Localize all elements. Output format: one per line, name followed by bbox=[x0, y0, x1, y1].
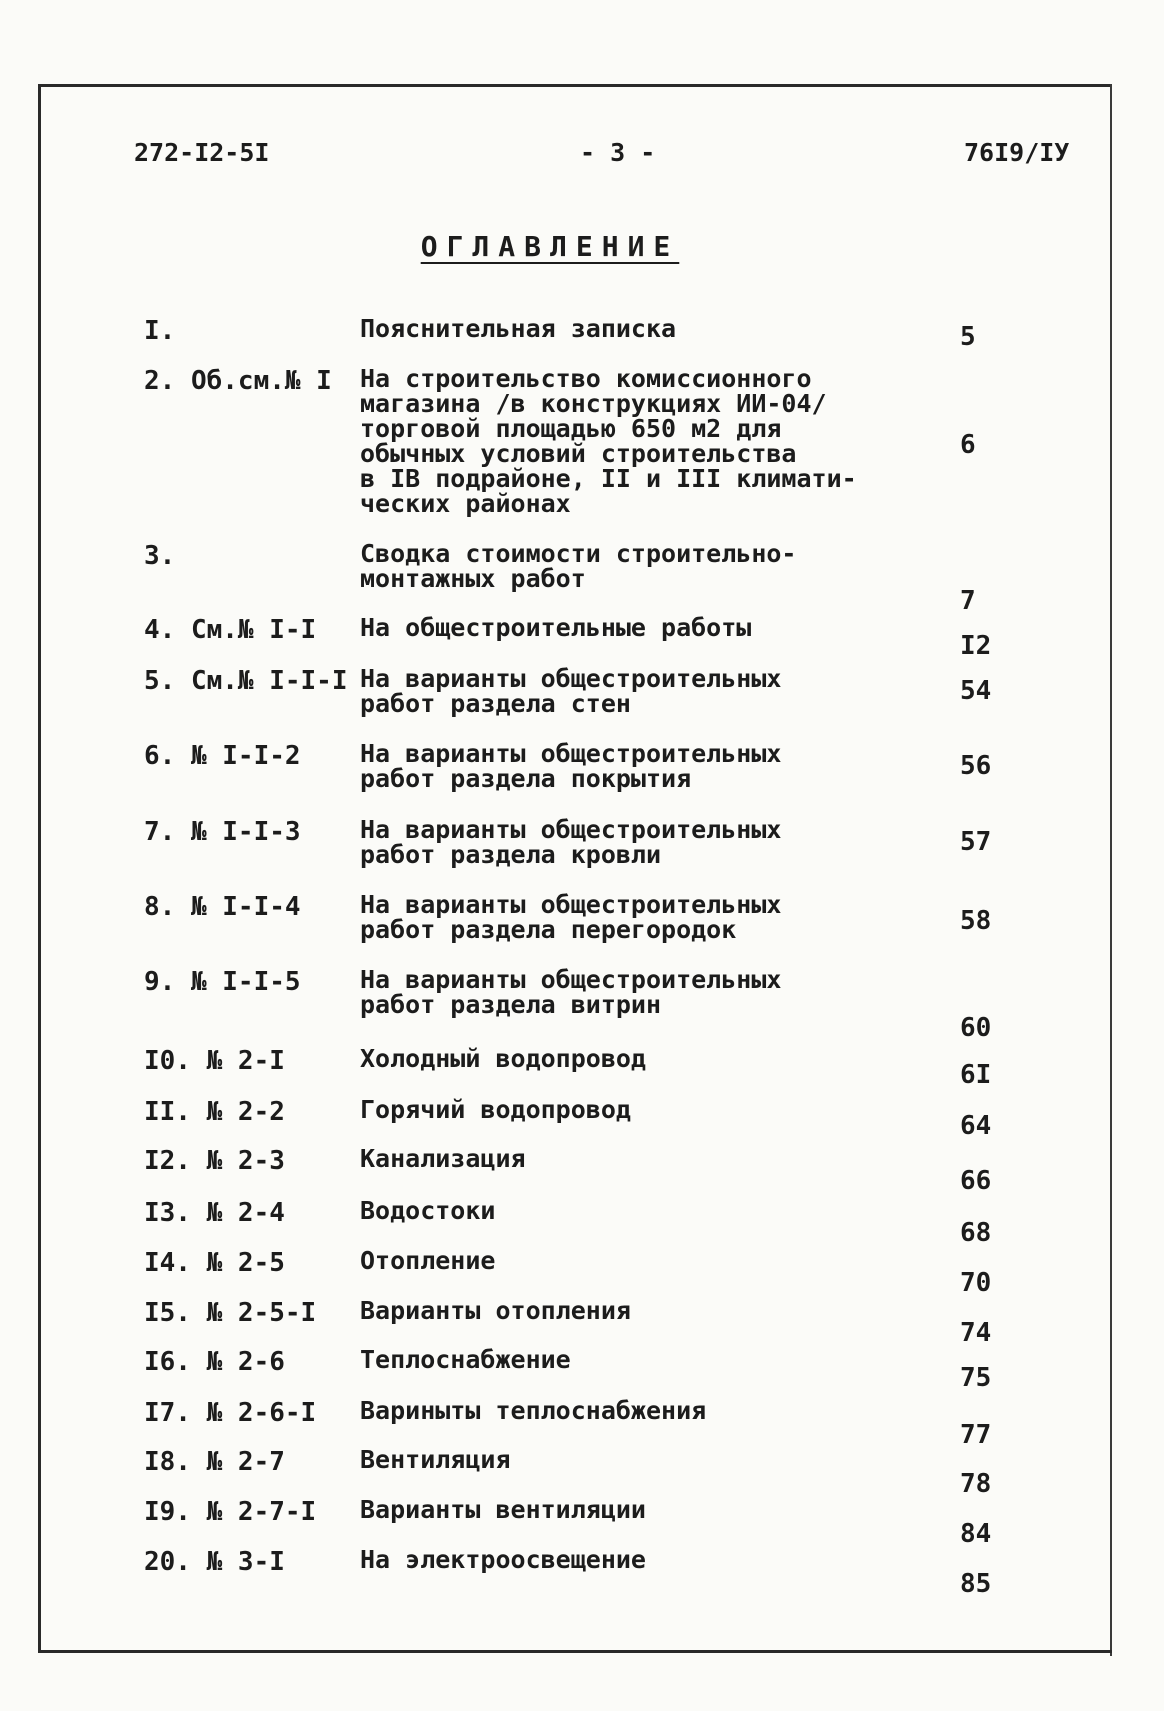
toc-entry-title-line: монтажных работ bbox=[360, 564, 586, 593]
toc-entry-page: 77 bbox=[960, 1420, 992, 1450]
toc-entry-page: 6 bbox=[960, 430, 976, 460]
toc-entry-title bbox=[360, 364, 857, 518]
toc-entry-title-line: Канализация bbox=[360, 1144, 526, 1173]
toc-entry-title-line: в IВ подрайоне, II и III климати- bbox=[360, 464, 857, 493]
toc-entry-title-line: Отопление bbox=[360, 1246, 496, 1275]
toc-entry-title bbox=[360, 615, 850, 640]
toc-entry-title-line: На варианты общестроительных bbox=[360, 815, 782, 844]
toc-entry-number: 6. № I-I-2 bbox=[144, 741, 301, 771]
toc-entry-page: 68 bbox=[960, 1218, 992, 1248]
toc-entry-page: 57 bbox=[960, 827, 992, 857]
toc-entry-page: 75 bbox=[960, 1363, 992, 1393]
toc-entry-title-line: работ раздела витрин bbox=[360, 990, 662, 1019]
toc-entry-number: 7. № I-I-3 bbox=[144, 817, 301, 847]
toc-entry-title-line: На общестроительные работы bbox=[360, 613, 752, 642]
toc-entry-title-line: ческих районах bbox=[360, 489, 571, 518]
toc-entry-title-line: На варианты общестроительных bbox=[360, 890, 782, 919]
toc-entry-number: I6. № 2-6 bbox=[144, 1347, 285, 1377]
toc-entry-title bbox=[360, 1547, 850, 1572]
toc-entry-title-line: Теплоснабжение bbox=[360, 1345, 571, 1374]
toc-entry-page: 6I bbox=[960, 1060, 992, 1090]
toc-entry-title bbox=[360, 316, 850, 341]
toc-entry-title-line: Холодный водопровод bbox=[360, 1044, 646, 1073]
toc-entry-number: I7. № 2-6-I bbox=[144, 1398, 317, 1428]
toc-entry-title-line: Вентиляция bbox=[360, 1445, 511, 1474]
toc-entry-number: I0. № 2-I bbox=[144, 1046, 285, 1076]
toc-entry-number: 2. Об.см.№ I bbox=[144, 366, 332, 396]
toc-entry-title bbox=[360, 1398, 850, 1423]
toc-entry-title bbox=[360, 1347, 850, 1372]
toc-entry-number: I9. № 2-7-I bbox=[144, 1497, 317, 1527]
toc-entry-title bbox=[360, 1097, 850, 1122]
toc-entry-title bbox=[360, 1447, 850, 1472]
toc-entry-number: 5. См.№ I-I-I bbox=[144, 666, 348, 696]
toc-entry-title-line: работ раздела покрытия bbox=[360, 764, 692, 793]
toc-entry-number: I4. № 2-5 bbox=[144, 1248, 285, 1278]
toc-entry-page: I2 bbox=[960, 631, 992, 661]
document-code: 272-I2-5I bbox=[134, 138, 270, 167]
frame-right-line bbox=[1110, 84, 1112, 1656]
toc-entry-number: I8. № 2-7 bbox=[144, 1447, 285, 1477]
toc-entry-title bbox=[360, 741, 850, 791]
toc-entry-title-line: Сводка стоимости строительно- bbox=[360, 539, 797, 568]
toc-entry-title-line: На электроосвещение bbox=[360, 1545, 646, 1574]
toc-entry-number: 9. № I-I-5 bbox=[144, 967, 301, 997]
toc-entry-title bbox=[360, 541, 850, 591]
toc-entry-page: 54 bbox=[960, 676, 992, 706]
toc-entry-title bbox=[360, 1497, 850, 1522]
toc-entry-title-line: Водостоки bbox=[360, 1196, 496, 1225]
toc-entry-page: 56 bbox=[960, 751, 992, 781]
toc-entry-number: 20. № 3-I bbox=[144, 1547, 285, 1577]
toc-entry-number: I3. № 2-4 bbox=[144, 1198, 285, 1228]
toc-entry-page: 64 bbox=[960, 1111, 992, 1141]
toc-entry-number: 3. bbox=[144, 541, 176, 571]
page-number: - 3 - bbox=[580, 138, 656, 167]
toc-entry-page: 85 bbox=[960, 1569, 992, 1599]
toc-entry-title bbox=[360, 967, 850, 1017]
toc-entry-page: 58 bbox=[960, 906, 992, 936]
toc-entry-title-line: магазина /в конструкциях ИИ-04/ bbox=[360, 389, 827, 418]
page-title: ОГЛАВЛЕНИЕ bbox=[420, 230, 680, 263]
toc-entry-number: 8. № I-I-4 bbox=[144, 892, 301, 922]
frame-left-line bbox=[38, 84, 41, 1650]
toc-entry-title bbox=[360, 1046, 850, 1071]
toc-entry-title bbox=[360, 817, 850, 867]
toc-entry-title bbox=[360, 892, 850, 942]
toc-entry-title-line: работ раздела перегородок bbox=[360, 915, 737, 944]
toc-entry-title-line: На строительство комиссионного bbox=[360, 364, 812, 393]
toc-entry-page: 66 bbox=[960, 1166, 992, 1196]
toc-entry-title bbox=[360, 666, 850, 716]
toc-entry-title bbox=[360, 1198, 850, 1223]
toc-entry-title-line: Пояснительная записка bbox=[360, 314, 677, 343]
toc-entry-title-line: работ раздела стен bbox=[360, 689, 631, 718]
toc-entry-number: 4. См.№ I-I bbox=[144, 615, 317, 645]
toc-entry-page: 5 bbox=[960, 322, 976, 352]
toc-entry-number: I. bbox=[144, 316, 176, 346]
toc-entry-title-line: На варианты общестроительных bbox=[360, 739, 782, 768]
inventory-code: 76I9/IУ bbox=[964, 138, 1070, 167]
toc-entry-number: I2. № 2-3 bbox=[144, 1146, 285, 1176]
toc-entry-title-line: обычных условий строительства bbox=[360, 439, 797, 468]
toc-entry-page: 70 bbox=[960, 1268, 992, 1298]
toc-entry-title-line: Варианты вентиляции bbox=[360, 1495, 646, 1524]
toc-entry-title bbox=[360, 1146, 850, 1171]
toc-entry-page: 78 bbox=[960, 1469, 992, 1499]
frame-bottom-line bbox=[38, 1650, 1112, 1653]
toc-entry-page: 74 bbox=[960, 1318, 992, 1348]
toc-entry-number: II. № 2-2 bbox=[144, 1097, 285, 1127]
frame-top-line bbox=[40, 84, 1112, 87]
toc-entry-number: I5. № 2-5-I bbox=[144, 1298, 317, 1328]
toc-entry-title-line: На варианты общестроительных bbox=[360, 664, 782, 693]
toc-entry-page: 84 bbox=[960, 1519, 992, 1549]
toc-entry-title bbox=[360, 1298, 850, 1323]
toc-entry-title-line: торговой площадью 650 м2 для bbox=[360, 414, 782, 443]
toc-entry-title-line: На варианты общестроительных bbox=[360, 965, 782, 994]
toc-entry-title-line: работ раздела кровли bbox=[360, 840, 662, 869]
toc-entry-page: 60 bbox=[960, 1013, 992, 1043]
toc-entry-title-line: Горячий водопровод bbox=[360, 1095, 631, 1124]
toc-entry-page: 7 bbox=[960, 586, 976, 616]
toc-entry-title-line: Варианты отопления bbox=[360, 1296, 631, 1325]
toc-entry-title bbox=[360, 1248, 850, 1273]
toc-entry-title-line: Вариныты теплоснабжения bbox=[360, 1396, 707, 1425]
